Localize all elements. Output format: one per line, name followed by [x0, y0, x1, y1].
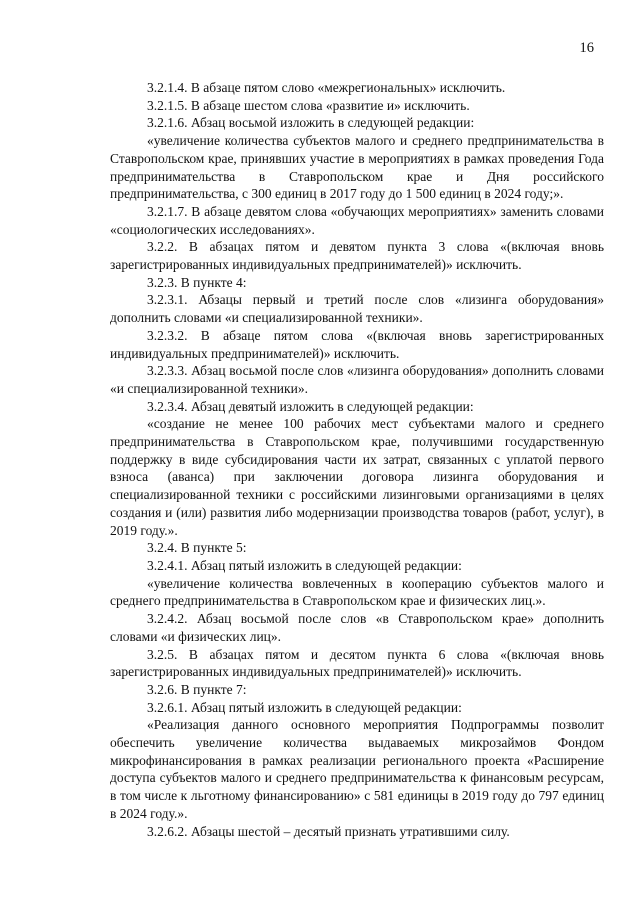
paragraph-3-2-2: 3.2.2. В абзацах пятом и девятом пункта 3 слова «(включая вновь зарегистрированных индивидуальных предпринимателей)» исключить. [110, 239, 604, 273]
paragraph-3-2-3-1: 3.2.3.1. Абзацы первый и третий после слов «лизинга оборудования» дополнить словами «и специализированной техники». [110, 292, 604, 326]
paragraph-3-2-4: 3.2.4. В пункте 5: [147, 540, 247, 556]
paragraph-3-2-3: 3.2.3. В пункте 4: [147, 274, 247, 290]
paragraph-3-2-6-2: 3.2.6.2. Абзацы шестой – десятый признать утратившими силу. [147, 823, 510, 839]
paragraph-3-2-3-4: 3.2.3.4. Абзац девятый изложить в следующей редакции: [147, 398, 474, 414]
paragraph-quote-2: «создание не менее 100 рабочих мест субъектами малого и среднего предпринимательства в Ставропольском крае, получившими государственную поддержку в виде субсидирования части их затрат, связанных с уплатой первого взноса (аванса) при заключении договора лизинга оборудования и специализированной техники с российскими лизинговыми организациями в целях создания и (или) развития либо модернизации производства товаров (работ, услуг), в 2019 году.». [110, 416, 604, 538]
paragraph-3-2-5: 3.2.5. В абзацах пятом и десятом пункта 6 слова «(включая вновь зарегистрированных индивидуальных предпринимателей)» исключить. [110, 646, 604, 680]
paragraph-quote-3: «увеличение количества вовлеченных в кооперацию субъектов малого и среднего предпринимательства в Ставропольском крае и физических лиц.». [110, 575, 604, 609]
page-number: 16 [579, 40, 594, 56]
paragraph-3-2-1-7: 3.2.1.7. В абзаце девятом слова «обучающих мероприятиях» заменить словами «социологических исследованиях». [110, 203, 604, 237]
paragraph-3-2-3-3: 3.2.3.3. Абзац восьмой после слов «лизинга оборудования» дополнить словами «и специализированной техники». [110, 363, 604, 396]
paragraph-3-2-4-1: 3.2.4.1. Абзац пятый изложить в следующей редакции: [147, 557, 462, 573]
paragraph-3-2-1-4: 3.2.1.4. В абзаце пятом слово «межрегиональных» исключить. [147, 80, 506, 95]
paragraph-3-2-1-6: 3.2.1.6. Абзац восьмой изложить в следующей редакции: [147, 115, 475, 131]
paragraph-3-2-1-5: 3.2.1.5. В абзаце шестом слова «развитие и» исключить. [147, 97, 470, 113]
paragraph-quote-1: «увеличение количества субъектов малого и среднего предпринимательства в Ставропольском крае, принявших участие в мероприятиях в рамках проведения Года предпринимательства в Ставропольском крае и Дня российского предпринимательства, с 300 единиц в 2017 году до 1 500 единиц в 2024 году;». [110, 133, 604, 202]
paragraph-3-2-4-2: 3.2.4.2. Абзац восьмой после слов «в Ставропольском крае» дополнить словами «и физических лиц». [110, 611, 604, 644]
paragraph-quote-4: «Реализация данного основного мероприятия Подпрограммы позволит обеспечить увеличение количества выдаваемых микрозаймов Фондом микрофинансирования в рамках реализации регионального проекта «Расширение доступа субъектов малого и среднего предпринимательства к финансовым ресурсам, в том числе к льготному финансированию» с 581 единицы в 2019 году до 797 единиц в 2024 году.». [110, 717, 604, 821]
document-body [110, 79, 604, 840]
paragraph-3-2-6-1: 3.2.6.1. Абзац пятый изложить в следующей редакции: [147, 699, 462, 715]
paragraph-3-2-6: 3.2.6. В пункте 7: [147, 681, 247, 697]
paragraph-3-2-3-2: 3.2.3.2. В абзаце пятом слова «(включая вновь зарегистрированных индивидуальных предпринимателей)» исключить. [110, 327, 604, 361]
